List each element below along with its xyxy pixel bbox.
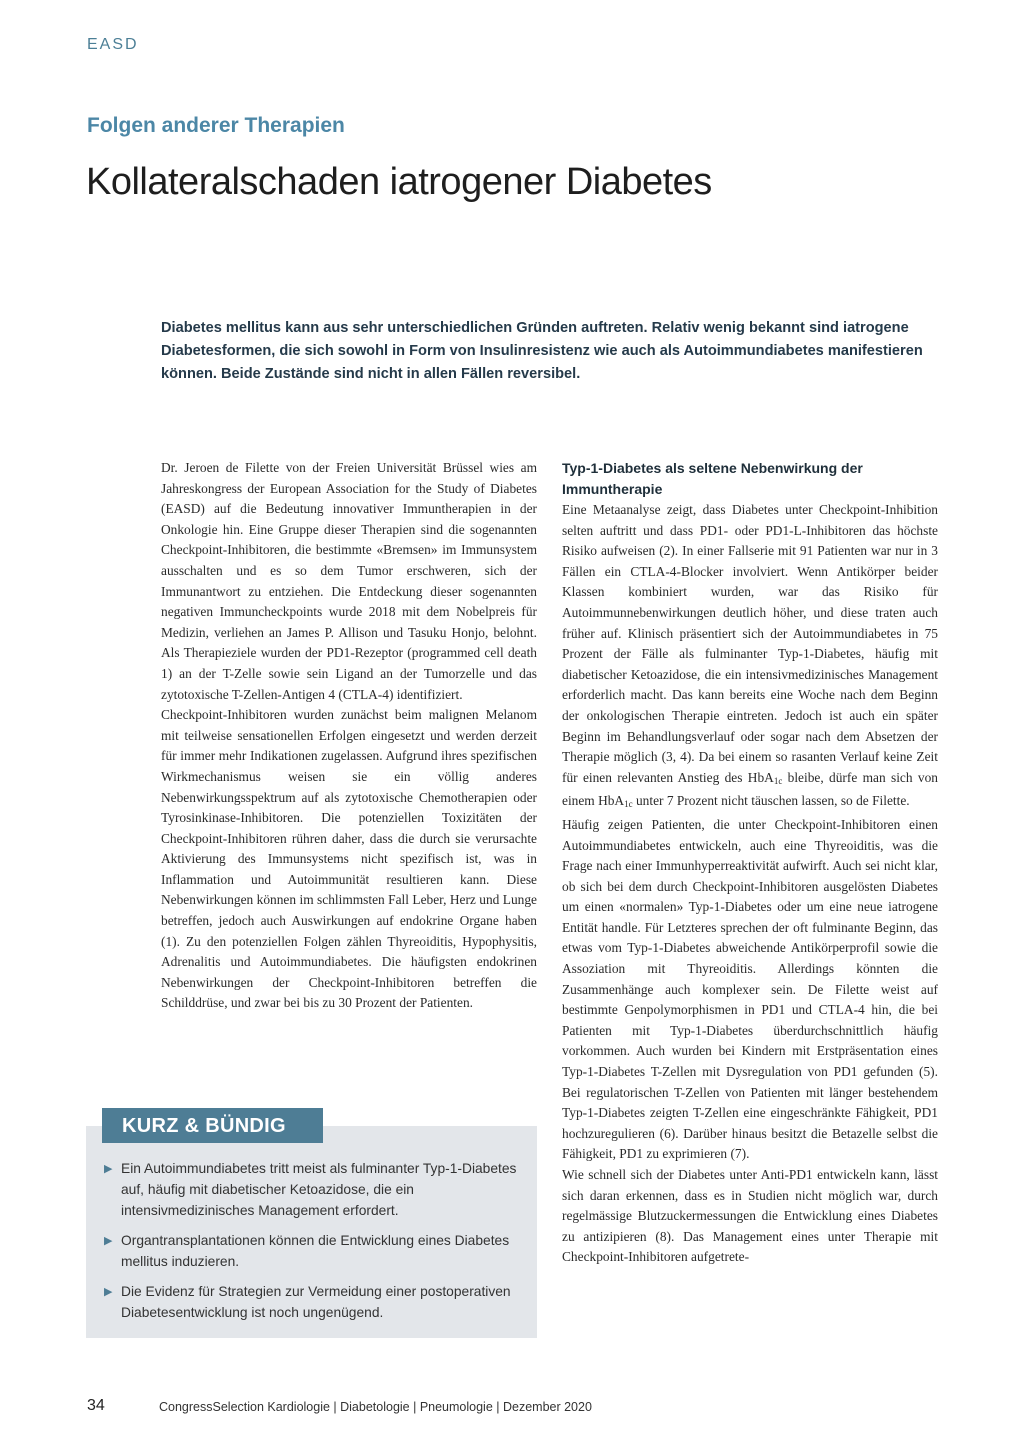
page-number: 34 bbox=[87, 1397, 105, 1414]
kicker: Folgen anderer Therapien bbox=[87, 114, 345, 137]
subscript: 1c bbox=[773, 775, 783, 786]
lead-text: Diabetes mellitus kann aus sehr unterschiedlichen Gründen auftreten. Relativ wenig bekannt sind iatrogene Diabetesformen, die sich sowohl in Form von Insulinresistenz wie auch als Autoimmundiabetes manifestieren können. Beide Zustände sind nicht in allen Fällen reversibel. bbox=[161, 320, 923, 382]
right-column bbox=[562, 458, 938, 1268]
body-paragraph: Checkpoint-Inhibitoren wurden zunächst beim malignen Melanom mit teilweise sensationellen Erfolgen eingesetzt und werden derzeit für immer mehr Indikationen zugelassen. Aufgrund ihres spezifischen Wirkmechanismus weisen sie ein völlig anderes Nebenwirkungsspektrum auf als zytotoxische Chemotherapien oder Tyrosinkinase-Inhibitoren. Die potenziellen Toxizitäten der Checkpoint-Inhibitoren rühren daher, dass die durch sie verursachte Aktivierung des Immunsystems nicht spezifisch ist, was in Inflammation und Autoimmunität resultieren kann. Diese Nebenwirkungen können im schlimmsten Fall Leber, Herz und Lunge betreffen, jedoch auch Auswirkungen auf endokrine Organe haben (1). Zu den potenziellen Folgen zählen Thyreoiditis, Hypophysitis, Adrenalitis und Autoimmundiabetes. Die häufigsten endokrinen Nebenwirkungen der Checkpoint-Inhibitoren betreffen die Schilddrüse, und zwar bei bis zu 30 Prozent der Patienten. bbox=[161, 707, 537, 1011]
body-text: bleibe, dürfe man sich von einem HbA bbox=[562, 769, 938, 809]
list-item-text: Organtransplantationen können die Entwicklung eines Diabetes mellitus induzieren. bbox=[121, 1233, 510, 1269]
list-item bbox=[104, 1281, 524, 1323]
list-item-text: Die Evidenz für Strategien zur Vermeidung einer postoperativen Diabetesentwicklung ist noch ungenügend. bbox=[121, 1284, 511, 1320]
triangle-right-icon: ▶ bbox=[104, 1163, 113, 1175]
triangle-right-icon: ▶ bbox=[104, 1286, 113, 1298]
lead-paragraph bbox=[161, 317, 939, 386]
body-paragraph: Wie schnell sich der Diabetes unter Anti-PD1 entwickeln kann, lässt sich daran erkennen, dass es in Studien nicht möglich war, durch regelmässige Blutzuckermessungen die Entwicklung eines Diabetes zu antizipieren (8). Das Management eines unter Therapie mit Checkpoint-Inhibitoren aufgetrete- bbox=[562, 1167, 938, 1265]
summary-box-title: KURZ & BÜNDIG bbox=[102, 1108, 323, 1143]
body-paragraph: Dr. Jeroen de Filette von der Freien Universität Brüssel wies am Jahreskongress der European Association for the Study of Diabetes (EASD) auf die Bedeutung innovativer Immuntherapien in der Onkologie hin. Eine Gruppe dieser Therapien sind die sogenannten Checkpoint-Inhibitoren, die bestimmte «Bremsen» im Immunsystem ausschalten und es so dem Tumor erschweren, sich der Immunantwort zu entziehen. Die Entdeckung dieser sogenannten negativen Immuncheckpoints wurde 2018 mit dem Nobelpreis für Medizin, verliehen an James P. Allison und Tasuku Honjo, belohnt. Als Therapieziele wurden der PD1-Rezeptor (programmed cell death 1) an der T-Zelle sowie sein Ligand an der Tumorzelle und das zytotoxische T-Zellen-Antigen 4 (CTLA-4) identifiziert. bbox=[161, 460, 537, 702]
body-paragraph bbox=[562, 500, 938, 815]
page-title: Kollateralschaden iatrogener Diabetes bbox=[86, 161, 712, 203]
summary-list bbox=[104, 1158, 524, 1332]
subscript: 1c bbox=[624, 799, 633, 810]
list-item bbox=[104, 1158, 524, 1221]
body-text: unter 7 Prozent nicht täuschen lassen, so de Filette. bbox=[632, 793, 910, 809]
section-tag: EASD bbox=[87, 36, 139, 53]
list-item-text: Ein Autoimmundiabetes tritt meist als fulminanter Typ-1-Diabetes auf, häufig mit diabetischer Ketoazidose, die ein intensivmedizinisches Management erfordert. bbox=[121, 1161, 517, 1218]
list-item bbox=[104, 1230, 524, 1272]
body-paragraph: Häufig zeigen Patienten, die unter Checkpoint-Inhibitoren einen Autoimmundiabetes entwickeln, auch eine Thyreoiditis, was die Frage nach einer Immunhyperreaktivität aufwirft. Auch sei nicht klar, ob sich bei dem durch Checkpoint-Inhibitoren ausgelösten Diabetes um einen «normalen» Typ-1-Diabetes oder um eine neue iatrogene Entität handle. Für Letzteres sprechen der oft fulminante Beginn, das etwas vom Typ-1-Diabetes abweichende Antikörperprofil sowie die Assoziation mit Thyreoiditis. Allerdings könnten die Zusammenhänge auch komplexer sein. De Filette weist auf bestimmte Genpolymorphismen in PD1 und CTLA-4 hin, die bei Patienten mit Typ-1-Diabetes überdurchschnittlich häufig vorkommen. Auch wurden bei Kindern mit Erstpräsentation eines Typ-1-Diabetes T-Zellen mit Dysregulation von PD1 gefunden (5). Bei regulatorischen T-Zellen von Patienten mit länger bestehendem Typ-1-Diabetes zeigten T-Zellen eine eingeschränkte Fähigkeit, PD1 hochzuregulieren (6). Darüber hinaus besitzt die Betazelle selbst die Fähigkeit, PD1 zu exprimieren (7). bbox=[562, 816, 938, 1162]
triangle-right-icon: ▶ bbox=[104, 1235, 113, 1247]
body-text: Eine Metaanalyse zeigt, dass Diabetes unter Checkpoint-Inhibition selten auftritt und dass PD1- oder PD1-L-Inhibitoren das höchste Risiko aufweisen (2). In einer Fallserie mit 91 Patienten war nur in 3 Fällen ein CTLA-4-Blocker involviert. Wenn Antikörper beider Klassen kombiniert wurden, war das Risiko für Autoimmunnebenwirkungen deutlich höher, und diese traten auch früher auf. Klinisch präsentiert sich der Autoimmundiabetes in 75 Prozent der Fälle als fulminanter Typ-1-Diabetes, häufig mit diabetischer Ketoazidose, die ein intensivmedizinisches Management erforderlich macht. Das kann bereits eine Woche nach dem Beginn der onkologischen Therapie eintreten. Jedoch ist auch ein später Beginn im Behandlungsverlauf oder sogar nach dem Absetzen der Therapie möglich (3, 4). Da bei einem so rasanten Verlauf keine Zeit für einen relevanten Anstieg des HbA bbox=[562, 502, 938, 785]
left-column bbox=[161, 458, 537, 1014]
footer-publication: CongressSelection Kardiologie | Diabetologie | Pneumologie | Dezember 2020 bbox=[159, 1400, 592, 1414]
section-subhead: Typ-1-Diabetes als seltene Nebenwirkung der Immuntherapie bbox=[562, 460, 863, 497]
